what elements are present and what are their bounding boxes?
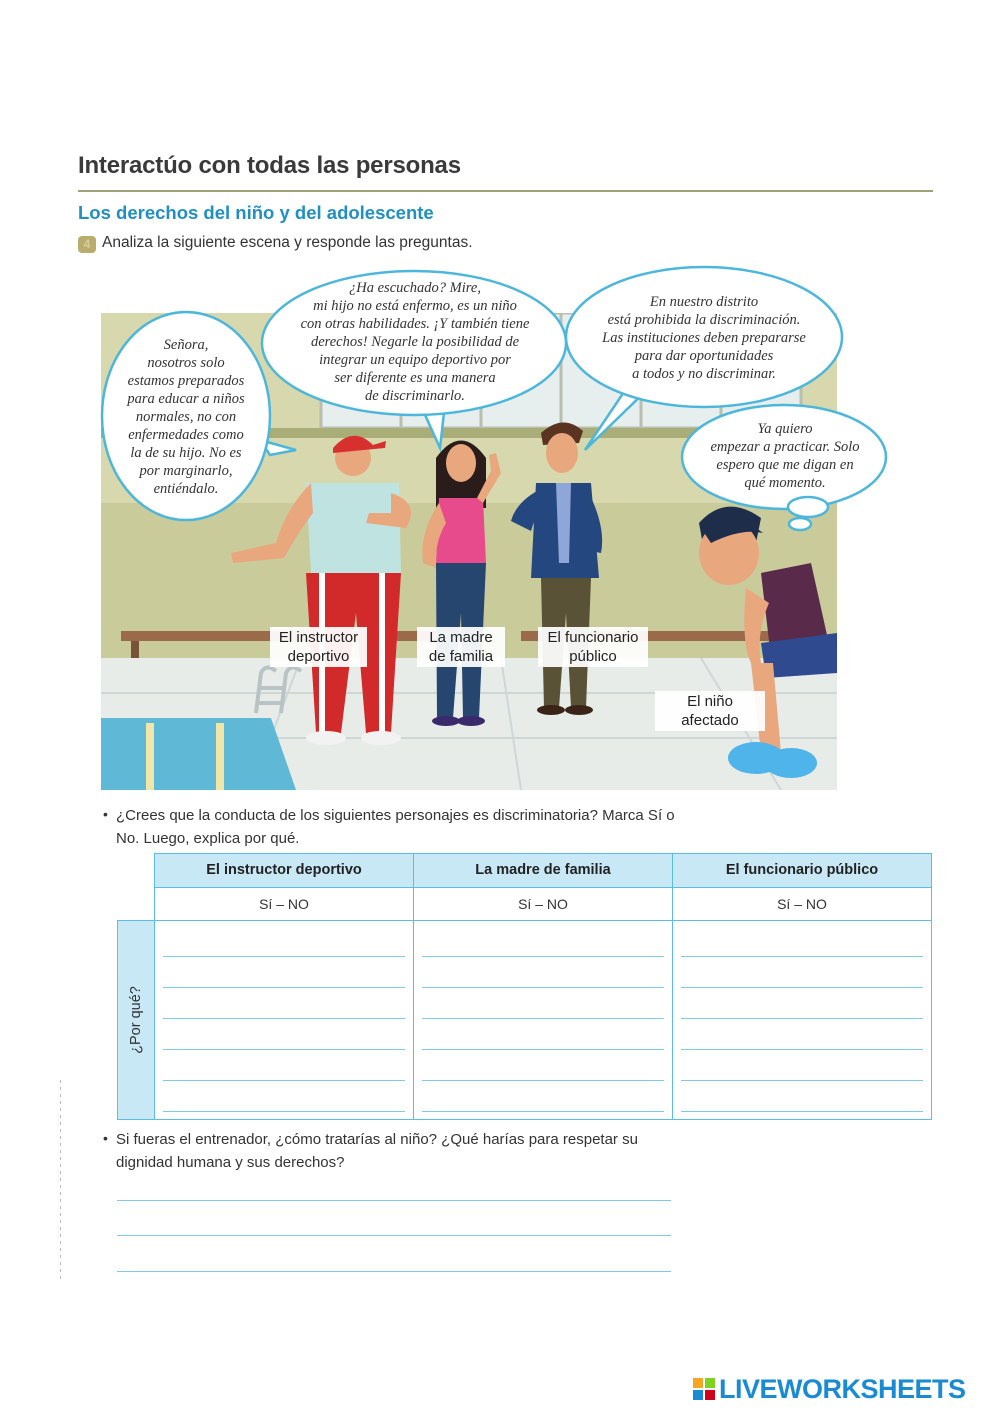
label-instructor: El instructor deportivo	[270, 627, 367, 667]
instructor-bubble-text: Señora, nosotros solo estamos preparados para educar a niños normales, no con enfermedades como la de su hijo. No es por marginarlo, entiéndalo.	[127, 337, 245, 497]
answer-area-official[interactable]	[672, 920, 932, 1120]
header-instructor: El instructor deportivo	[154, 853, 414, 888]
brand-name: LIVEWORKSHEETS	[719, 1373, 966, 1404]
answer-line-1[interactable]	[117, 1200, 671, 1201]
label-child: El niño afectado	[655, 691, 765, 731]
row-label-por-que: ¿Por qué?	[128, 986, 144, 1054]
section-subtitle: Los derechos del niño y del adolescente	[78, 202, 434, 223]
answer-area-instructor[interactable]	[154, 920, 414, 1120]
header-mother: La madre de familia	[413, 853, 673, 888]
answer-line-3[interactable]	[117, 1271, 671, 1272]
answer-line-2[interactable]	[117, 1235, 671, 1236]
question-2: Si fueras el entrenador, ¿cómo tratarías al niño? ¿Qué harías para respetar su dignidad humana y sus derechos?	[116, 1131, 638, 1171]
child-thought-dot-small	[789, 518, 811, 530]
activity-number-badge: 4	[78, 236, 96, 253]
label-mother: La madre de familia	[417, 627, 505, 667]
activity-instruction: Analiza la siguiente escena y responde las preguntas.	[102, 234, 473, 251]
child-bubble-text: Ya quiero empezar a practicar. Solo espero que me digan en qué momento.	[710, 421, 860, 491]
answer-table	[117, 853, 932, 1120]
option-instructor[interactable]: Sí – NO	[154, 888, 414, 921]
mother-bubble-text: ¿Ha escuchado? Mire, mi hijo no está enfermo, es un niño con otras habilidades. ¡Y también tiene derechos! Negarle la posibilidad de integrar un equipo deportivo por ser diferente es una manera de discriminarlo.	[300, 280, 530, 404]
bullet-marker: •	[103, 806, 108, 822]
row-label-cell	[117, 920, 155, 1120]
header-official: El funcionario público	[672, 853, 932, 888]
official-bubble-text: En nuestro distrito está prohibida la discriminación. Las instituciones deben prepararse para dar oportunidades a todos y no discriminar.	[602, 294, 806, 382]
label-official: El funcionario público	[538, 627, 648, 667]
answer-area-mother[interactable]	[413, 920, 673, 1120]
child-thought-dot-large	[788, 497, 828, 517]
option-official[interactable]: Sí – NO	[672, 888, 932, 921]
question-1: ¿Crees que la conducta de los siguientes personajes es discriminatoria? Marca Sí o No. Luego, explica por qué.	[116, 807, 675, 847]
page-title: Interactúo con todas las personas	[78, 152, 461, 179]
option-mother[interactable]: Sí – NO	[413, 888, 673, 921]
bullet-marker: •	[103, 1130, 108, 1146]
brand-logo	[693, 1374, 966, 1404]
margin-dotted-mark	[60, 1080, 61, 1280]
brand-grid-icon	[693, 1378, 715, 1400]
